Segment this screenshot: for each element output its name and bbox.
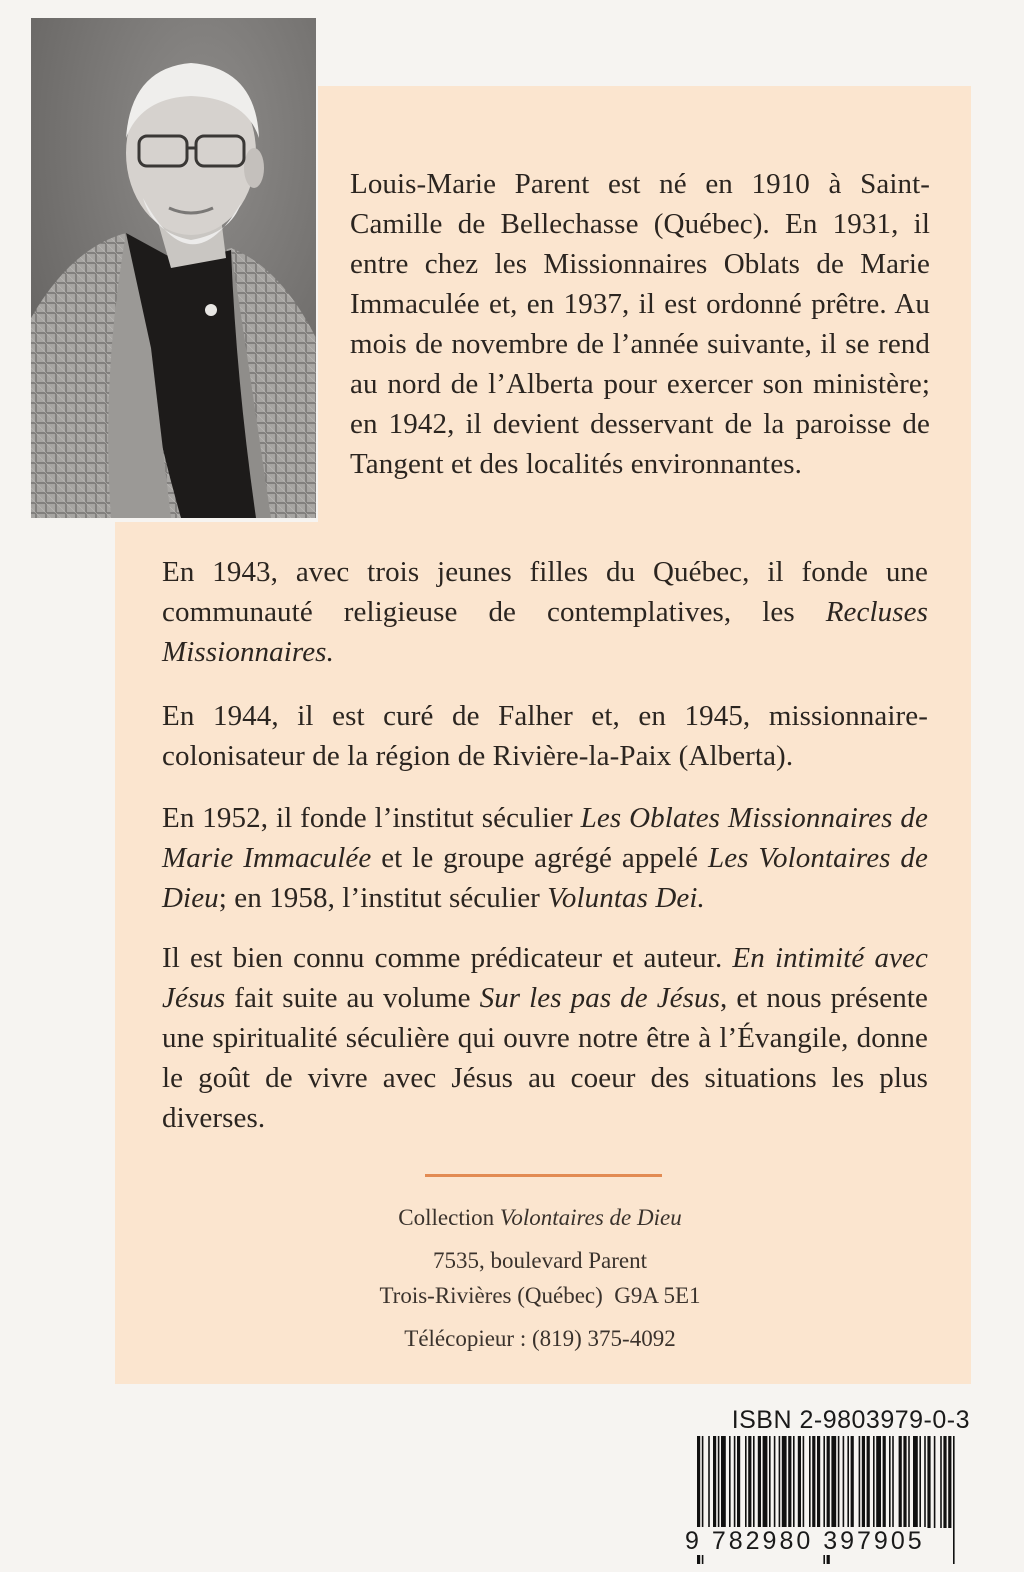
barcode-bar bbox=[859, 1436, 861, 1528]
barcode-bar bbox=[919, 1436, 921, 1528]
barcode-bar bbox=[867, 1436, 870, 1528]
bio-paragraph-4-italic-b: Les Volontaires de Dieu bbox=[162, 842, 928, 914]
bio-paragraph-4-text-c: ; en 1958, l’institut séculier bbox=[218, 882, 548, 914]
bio-paragraph-1 bbox=[350, 164, 930, 484]
barcode-bar bbox=[734, 1436, 736, 1528]
barcode-bar bbox=[892, 1436, 894, 1528]
address-line-1: 7535, boulevard Parent bbox=[433, 1248, 647, 1273]
bio-paragraph-4-text-a: En 1952, il fonde l’institut séculier bbox=[162, 802, 581, 834]
bio-paragraph-4-text-b: et le groupe agrégé appelé bbox=[371, 842, 708, 874]
barcode-bar bbox=[883, 1436, 886, 1528]
barcode-bar bbox=[753, 1436, 755, 1528]
bio-paragraph-5-italic-b: Sur les pas de Jésus bbox=[479, 982, 721, 1014]
barcode-bar bbox=[779, 1436, 781, 1528]
barcode-bar bbox=[843, 1436, 845, 1528]
barcode-bar bbox=[847, 1436, 849, 1528]
barcode-bar bbox=[831, 1436, 836, 1528]
barcode-bar bbox=[940, 1436, 942, 1528]
bio-paragraph-5-text-b: fait suite au volume bbox=[225, 982, 480, 1014]
isbn-label: ISBN 2-9803979-0-3 bbox=[731, 1406, 970, 1434]
barcode-bar bbox=[769, 1436, 771, 1528]
bio-paragraph-5 bbox=[162, 938, 928, 1138]
barcode-bar bbox=[729, 1436, 731, 1528]
author-photo bbox=[31, 18, 316, 518]
barcode-bar bbox=[737, 1436, 740, 1528]
bio-paragraph-2 bbox=[162, 552, 928, 672]
barcode-bar bbox=[718, 1436, 720, 1528]
collection-line bbox=[300, 1200, 780, 1235]
bio-paragraph-3 bbox=[162, 696, 928, 776]
publisher-block bbox=[300, 1200, 780, 1356]
barcode-bar bbox=[899, 1436, 902, 1528]
collection-name: Volontaires de Dieu bbox=[499, 1205, 682, 1230]
orange-divider bbox=[425, 1174, 662, 1177]
bio-paragraph-2-italic: Recluses Missionnaires. bbox=[162, 596, 928, 668]
barcode-bar bbox=[758, 1436, 761, 1528]
barcode-bar bbox=[763, 1436, 768, 1528]
barcode-bar bbox=[713, 1436, 716, 1528]
barcode-bar bbox=[782, 1436, 787, 1528]
barcode-bar bbox=[721, 1436, 726, 1528]
barcode-bar bbox=[908, 1436, 910, 1528]
bio-paragraph-4-italic-a: Les Oblates Missionnaires de Marie Immaculée bbox=[162, 802, 928, 874]
barcode-bar bbox=[708, 1436, 710, 1528]
bio-paragraph-5-text-a: Il est bien connu comme prédicateur et auteur. bbox=[162, 942, 733, 974]
bio-paragraph-3-text: En 1944, il est curé de Falher et, en 1945, missionnaire-colonisateur de la région de Rivière-la-Paix (Alberta). bbox=[162, 700, 928, 772]
barcode-bar bbox=[876, 1436, 881, 1528]
address-line-2: Trois-Rivières (Québec) G9A 5E1 bbox=[379, 1283, 701, 1308]
barcode-digits-text: 9 782980 397905 bbox=[685, 1527, 925, 1555]
barcode-bar bbox=[838, 1436, 840, 1528]
barcode-bar bbox=[924, 1436, 926, 1528]
bio-paragraph-1-text: Louis-Marie Parent est né en 1910 à Saint-Camille de Bellechasse (Québec). En 1931, il entre chez les Missionnaires Oblats de Marie Immaculée et, en 1937, il est ordonné prêtre. Au mois de novembre de l’année suivante, il se rend au nord de l’Alberta pour exercer son ministère; en 1942, il devient desservant de la paroisse de Tangent et des localités environnantes. bbox=[350, 168, 930, 480]
barcode-bar bbox=[745, 1436, 747, 1528]
barcode-bar bbox=[903, 1436, 906, 1528]
barcode-bar bbox=[803, 1436, 805, 1528]
barcode-bar bbox=[798, 1436, 801, 1528]
barcode-bar bbox=[774, 1436, 776, 1528]
barcode-bar bbox=[943, 1436, 946, 1528]
bio-paragraph-2-text: En 1943, avec trois jeunes filles du Québec, il fonde une communauté religieuse de contemplatives, les bbox=[162, 556, 928, 628]
fax-line: Télécopieur : (819) 375-4092 bbox=[404, 1326, 676, 1351]
bio-paragraph-5-text-c: , et nous présente une spiritualité séculière qui ouvre notre être à l’Évangile, donne le goût de vivre avec Jésus au coeur des situations les plus diverses. bbox=[162, 982, 928, 1134]
barcode-bar bbox=[793, 1436, 795, 1528]
barcode-bar bbox=[748, 1436, 751, 1528]
collection-prefix: Collection bbox=[398, 1205, 500, 1230]
barcode-bar bbox=[851, 1436, 854, 1528]
barcode-bar bbox=[934, 1436, 936, 1528]
barcode-bar bbox=[873, 1436, 875, 1528]
barcode-bar bbox=[788, 1436, 791, 1528]
author-photo-frame bbox=[18, 16, 318, 522]
barcode-bar bbox=[948, 1436, 951, 1528]
barcode-bar bbox=[913, 1436, 918, 1528]
barcode-bar bbox=[927, 1436, 930, 1528]
barcode-bar bbox=[862, 1436, 865, 1528]
bio-paragraph-4-italic-c: Voluntas Dei. bbox=[547, 882, 705, 914]
barcode-bar bbox=[817, 1436, 820, 1528]
barcode-bar bbox=[809, 1436, 811, 1528]
barcode-bar bbox=[889, 1436, 891, 1528]
author-portrait-image bbox=[31, 18, 316, 518]
barcode-digits bbox=[683, 1527, 983, 1556]
barcode-bar bbox=[812, 1436, 815, 1528]
bio-paragraph-4 bbox=[162, 798, 928, 918]
bio-paragraph-5-italic-a: En intimité avec Jésus bbox=[162, 942, 928, 1014]
